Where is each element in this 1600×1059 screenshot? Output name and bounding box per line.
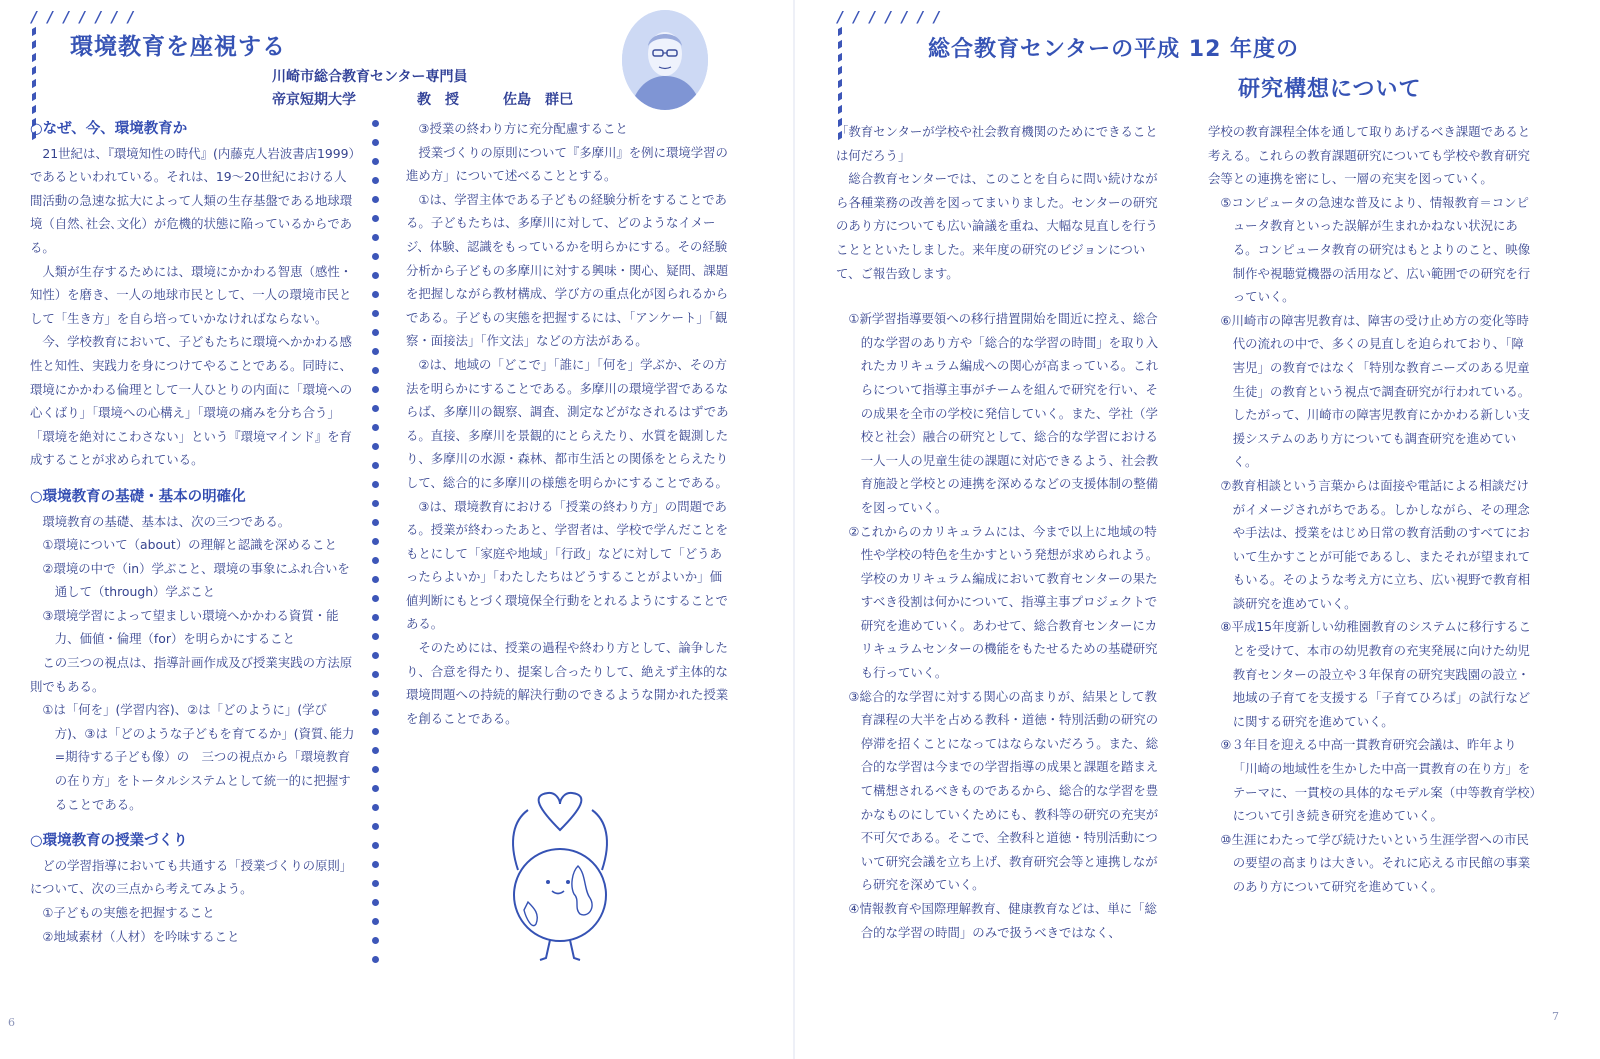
divider-dot <box>372 785 379 792</box>
divider-dot <box>372 310 379 317</box>
list-item: ⑥川崎市の障害児教育は、障害の受け止め方の変化等時代の流れの中で、多くの見直しを迫られており、「障害児」の教育ではなく「特別な教育ニーズのある児童生徒」の教育という視点で調査研究が行われている。したがって、川崎市の障害児教育にかかわる新しい支援システムのあり方についても調査研究を進めていく。 <box>1220 312 1531 470</box>
list-item: ②地域素材（人材）を吟味すること <box>42 928 240 944</box>
section-heading: ○なぜ、今、環境教育か <box>30 121 188 137</box>
divider-dot <box>372 538 379 545</box>
list-item: ⑤コンピュータの急速な普及により、情報教育＝コンピュータ教育といった誤解が生まれかねない状況にある。コンピュータ教育の研究はもとよりのこと、映像制作や視聴覚機器の活用など、広い範囲での研究を行っていく。 <box>1220 194 1531 305</box>
paragraph-gap <box>836 285 1164 307</box>
divider-dot <box>372 405 379 412</box>
author-role: 教 授 <box>417 92 459 108</box>
divider-dot <box>372 481 379 488</box>
paragraph: ①は、学習主体である子どもの経験分析をすることである。子どもたちは、多摩川に対して、どのようなイメージ、体験、認識をもっているかを明らかにする。その経験分析から子どもの多摩川に対する興味・関心、疑問、課題を把握しながら教材構成、学び方の重点化が図られるからである。子どもの実態を把握するには、「アンケート」「観察・面接法」「作文法」などの方法がある。 <box>406 191 729 349</box>
author-name: 佐島 群巳 <box>503 92 573 108</box>
divider-dot <box>372 671 379 678</box>
list-item: ⑧平成15年度新しい幼稚園教育のシステムに移行することを受けて、本市の幼児教育の充実発展に向けた幼児教育センターの設立や３年保育の研究実践園の設立・地域の子育てを支援する「子育てひろば」の試行などに関する研究を進めていく。 <box>1220 619 1532 729</box>
author-photo <box>622 10 708 110</box>
section-heading: ○環境教育の授業づくり <box>30 833 188 850</box>
divider-dot <box>372 291 379 298</box>
paragraph: 今、学校教育において、子どもたちに環境へかかわる感性と知性、実践力を身につけてやることである。同時に、環境にかかわる倫理として一人ひとりの内面に「環境への心くばり」「環境への心構え」「環境の痛みを分ち合う」「環境を絶対にこわさない」という『環境マインド』を育成することが求められている。 <box>30 334 353 468</box>
divider-dot <box>372 842 379 849</box>
decorative-slash-border-icon: / / / / / / / <box>836 8 941 26</box>
left-column-1 <box>30 118 356 948</box>
list-item: ②環境の中で（in）学ぶこと、環境の事象にふれ合いを通して（through）学ぶこと <box>42 560 350 600</box>
divider-dot <box>372 823 379 830</box>
divider-dot <box>372 880 379 887</box>
divider-dot <box>372 462 379 469</box>
divider-dot <box>372 500 379 507</box>
paragraph: この三つの視点は、指導計画作成及び授業実践の方法原則でもある。 <box>30 655 353 694</box>
paragraph: 21世紀は、『環境知性の時代』(内藤克人岩波書店1999）であるといわれている。それは、19〜20世紀における人間活動の急速な拡大によって人類の生存基盤である地球環境（自然､社会､文化）が危機的状態に陥っているからである。 <box>30 145 355 255</box>
divider-dot <box>372 804 379 811</box>
article-title-line1: 総合教育センターの平成 12 年度の <box>928 37 1300 62</box>
divider-dot <box>372 519 379 526</box>
divider-dot <box>372 766 379 773</box>
list-item: ③環境学習によって望ましい環境へかかわる資質・能力、価値・倫理（for）を明らかにすること <box>42 607 339 647</box>
dotted-column-divider <box>372 120 380 980</box>
divider-dot <box>372 253 379 260</box>
list-item: ①は「何を」(学習内容)、②は「どのように」(学び方)、③は「どのような子どもを育てるか」(資質､能力=期待する子ども像）の 三つの視点から「環境教育の在り方」をトータルシステムとして統一的に把握することである。 <box>42 702 355 812</box>
list-item: ②これからのカリキュラムには、今まで以上に地域の特性や学校の特色を生かすという発想が求められよう。学校のカリキュラム編成において教育センターの果たすべき役割は何かについて、指導主事プロジェクトで研究を進めていく。あわせて、総合教育センターにカリキュラムセンターの機能をもたせるための基礎研究も行っていく。 <box>848 523 1159 681</box>
divider-dot <box>372 424 379 431</box>
paragraph: 環境教育の基礎、基本は、次の三つである。 <box>42 513 291 529</box>
paragraph: 授業づくりの原則について『多摩川』を例に環境学習の進め方」について述べることとする。 <box>406 144 728 184</box>
paragraph: 学校の教育課程全体を通して取りあげるべき課題であると考える。これらの教育課題研究についても学校や教育研究会等との連携を密にし、一層の充実を図っていく。 <box>1208 124 1531 187</box>
divider-dot <box>372 158 379 165</box>
page-number-left: 6 <box>8 1016 15 1029</box>
paragraph: ③は、環境教育における「授業の終わり方」の問題である。授業が終わったあと、学習者は、学校で学んだことをもとにして「家庭や地域」「行政」などに対して「どうあったらよいか」「わたしたちはどうすることがよいか」価値判断にもとづく環境保全行動をとれるようにすることである。 <box>406 498 729 632</box>
divider-dot <box>372 918 379 925</box>
portrait-icon <box>622 10 708 110</box>
divider-dot <box>372 595 379 602</box>
list-item: ①環境について（about）の理解と認識を深めること <box>42 537 337 553</box>
right-column-1 <box>836 120 1164 944</box>
divider-dot <box>372 329 379 336</box>
divider-dot <box>372 614 379 621</box>
author-organization: 帝京短期大学 <box>272 92 356 108</box>
page-number-right: 7 <box>1552 1010 1559 1023</box>
divider-dot <box>372 177 379 184</box>
earth-holding-heart-illustration <box>500 790 620 965</box>
author-affiliation: 川崎市総合教育センター専門員 <box>272 69 468 85</box>
list-item: ③授業の終わり方に充分配慮すること <box>418 121 628 136</box>
left-page <box>0 0 790 1059</box>
divider-dot <box>372 234 379 241</box>
list-item: ①新学習指導要領への移行措置開始を間近に控え、総合的な学習のあり方や「総合的な学習の時間」を取り入れたカリキュラム編成への関心が高まっている。これらについて指導主事がチームを組んで研究を行い、その成果を全市の学校に発信していく。また、学社（学校と社会）融合の研究として、総合的な学習における一人一人の児童生徒の課題に対応できるよう、社会教育施設と学校との連携を深めるなどの支援体制の整備を図っていく。 <box>848 311 1159 515</box>
list-item: ⑨３年目を迎える中高一貫教育研究会議は、昨年より「川崎の地域性を生かした中高一貫教育の在り方」をテーマに、一貫校の具体的なモデル案（中等教育学校）について引き続き研究を進めていく。 <box>1220 737 1536 824</box>
right-page <box>800 0 1600 1059</box>
section-heading: ○環境教育の基礎・基本の明確化 <box>30 488 246 505</box>
divider-dot <box>372 861 379 868</box>
divider-dot <box>372 120 379 127</box>
divider-dot <box>372 443 379 450</box>
paragraph: 「教育センターが学校や社会教育機関のためにできることは何だろう」 <box>836 124 1158 163</box>
paragraph: そのためには、授業の過程や終わり方として、論争したり、合意を得たり、提案し合ったりして、絶えず主体的な環境問題への持続的解決行動のできるような開かれた授業を創ることである。 <box>406 640 729 726</box>
divider-dot <box>372 215 379 222</box>
list-item: ④情報教育や国際理解教育、健康教育などは、単に「総合的な学習の時間」のみで扱うべきではなく、 <box>848 901 1157 940</box>
paragraph: 人類が生存するためには、環境にかかわる智恵（感性・知性）を磨き、一人の地球市民として、一人の環境市民として「生き方」を自ら培っていかなければならない。 <box>30 263 353 326</box>
paragraph: ②は、地域の「どこで」「誰に」「何を」学ぶか、その方法を明らかにすることである。多摩川の環境学習であるならば、多摩川の観察、調査、測定などがなされるはずである。直接、多摩川を景観的にとらえたり、水質を観測したり、多摩川の水源・森林、都市生活との関係をとらえたりして、総合的に多摩川の様態を明らかにすることである。 <box>406 356 729 490</box>
list-item: ③総合的な学習に対する関心の高まりが、結果として教育課程の大半を占める教科・道徳・特別活動の研究の停滞を招くことになってはならないだろう。また、総合的な学習は今までの学習指導の成果と課題を踏まえて構想されるべきものであるから、総合的な学習を豊かなものにしていくためにも、教科等の研究の充実が不可欠である。そこで、全教科と道徳・特別活動について研究会議を立ち上げ、教育研究会等と連携しながら研究を深めていく。 <box>848 688 1159 893</box>
divider-dot <box>372 576 379 583</box>
divider-dot <box>372 367 379 374</box>
left-column-2 <box>406 117 732 730</box>
page-gutter <box>793 0 795 1059</box>
divider-dot <box>372 652 379 659</box>
right-column-2 <box>1208 120 1536 899</box>
decorative-slash-border-icon: / / / / / / / <box>30 8 135 26</box>
list-item: ⑦教育相談という言葉からは面接や電話による相談だけがイメージされがちである。しかしながら、その理念や手法は、授業をはじめ日常の教育活動のすべてにおいて生かすことが可能であるし、またそれが望まれてもいる。そのような考え方に立ち、広い視野で教育相談研究を進めていく。 <box>1220 477 1531 611</box>
paragraph: どの学習指導においても共通する「授業づくりの原則」について、次の三点から考えてみよう。 <box>30 857 353 897</box>
divider-dot <box>372 386 379 393</box>
paragraph: 総合教育センターでは、このことを自らに問い続けながら各種業務の改善を図ってまいりました。センターの研究のあり方についても広い論議を重ね、大幅な見直しを行うこととといたしました。来年度の研究のビジョンについて、ご報告致します。 <box>836 171 1158 281</box>
divider-dot <box>372 899 379 906</box>
divider-dot <box>372 633 379 640</box>
article-title: 環境教育を座視する <box>70 34 286 60</box>
article-title-line2: 研究構想について <box>1238 77 1422 102</box>
list-item: ⑩生涯にわたって学び続けたいという生涯学習への市民の要望の高まりは大きい。それに応える市民館の事業のあり方について研究を進めていく。 <box>1220 831 1531 894</box>
divider-dot <box>372 747 379 754</box>
divider-dot <box>372 690 379 697</box>
divider-dot <box>372 956 379 963</box>
divider-dot <box>372 139 379 146</box>
divider-dot <box>372 196 379 203</box>
divider-dot <box>372 272 379 279</box>
divider-dot <box>372 348 379 355</box>
divider-dot <box>372 937 379 944</box>
divider-dot <box>372 728 379 735</box>
divider-dot <box>372 709 379 716</box>
list-item: ①子どもの実態を把握すること <box>42 905 215 920</box>
divider-dot <box>372 557 379 564</box>
